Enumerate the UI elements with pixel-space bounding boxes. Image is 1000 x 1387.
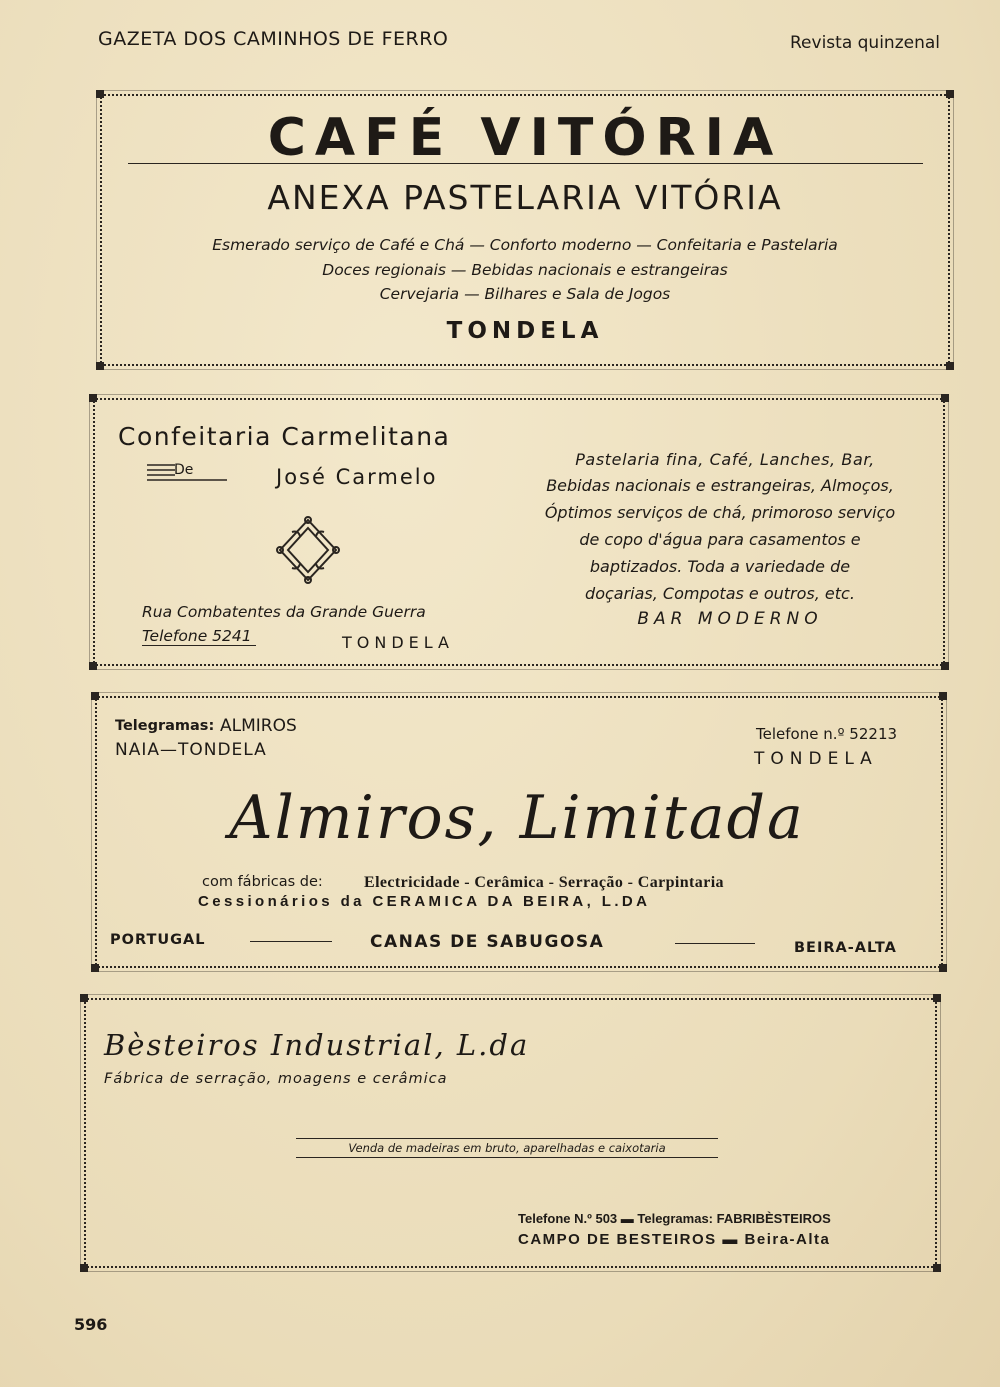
almiros-factories-prefix: com fábricas de: xyxy=(202,874,323,890)
carmelitana-line-5: baptizados. Toda a variedade de xyxy=(589,557,851,576)
almiros-name: Almiros, Limitada xyxy=(229,783,805,853)
cafe-vitoria-line-3: Cervejaria — Bilhares e Sala de Jogos xyxy=(379,285,671,303)
almiros-right: BEIRA-ALTA xyxy=(794,940,897,956)
cafe-vitoria-name: CAFÉ VITÓRIA xyxy=(267,108,783,168)
almiros-telegrams-value: ALMIROS xyxy=(220,716,297,736)
almiros-telegrams-label: Telegramas: xyxy=(115,718,215,734)
carmelitana-city: TONDELA xyxy=(342,633,454,652)
cafe-vitoria-line-1: Esmerado serviço de Café e Chá — Conforto moderno — Confeitaria e Pastelaria xyxy=(212,236,838,254)
carmelitana-line-2: Bebidas nacionais e estrangeiras, Almoços, xyxy=(546,476,894,495)
carmelitana-line-4: de copo d'água para casamentos e xyxy=(579,530,861,549)
besteiros-sales: Venda de madeiras em bruto, aparelhadas e caixotaria xyxy=(296,1138,718,1158)
carmelitana-owner: José Carmelo xyxy=(276,465,438,489)
almiros-concession: Cessionários da CERAMICA DA BEIRA, L.DA xyxy=(198,893,651,910)
almiros-left: PORTUGAL xyxy=(110,932,206,948)
journal-title: GAZETA DOS CAMINHOS DE FERRO xyxy=(98,28,449,50)
page-number: 596 xyxy=(74,1315,108,1334)
cafe-vitoria-city: TONDELA xyxy=(446,318,604,344)
almiros-telegrams-city: NAIA—TONDELA xyxy=(115,740,267,760)
cafe-vitoria-subtitle: ANEXA PASTELARIA VITÓRIA xyxy=(267,178,783,217)
besteiros-contact: Telefone N.º 503 ▬ Telegramas: FABRIBÈSTEIROS xyxy=(518,1211,831,1226)
almiros-center: CANAS DE SABUGOSA xyxy=(370,932,605,952)
besteiros-location: CAMPO DE BESTEIROS ▬ Beira-Alta xyxy=(518,1231,831,1248)
carmelitana-de: De xyxy=(174,462,194,478)
carmelitana-line-3: Óptimos serviços de chá, primoroso serviço xyxy=(544,503,896,522)
carmelitana-phone: Telefone 5241 xyxy=(142,627,256,646)
almiros-factories: Electricidade - Cerâmica - Serração - Carpintaria xyxy=(364,874,724,891)
almiros-city: TONDELA xyxy=(754,749,878,769)
journal-subtitle: Revista quinzenal xyxy=(790,33,940,53)
ornament-icon xyxy=(272,514,344,586)
carmelitana-line-1: Pastelaria fina, Café, Lanches, Bar, xyxy=(575,450,875,469)
besteiros-desc: Fábrica de serração, moagens e cerâmica xyxy=(104,1071,448,1087)
cafe-vitoria-line-2: Doces regionais — Bebidas nacionais e estrangeiras xyxy=(322,261,728,279)
carmelitana-name: Confeitaria Carmelitana xyxy=(118,422,451,451)
carmelitana-address: Rua Combatentes da Grande Guerra xyxy=(142,603,426,621)
carmelitana-tagline: BAR MODERNO xyxy=(637,609,823,629)
almiros-phone: Telefone n.º 52213 xyxy=(756,725,898,743)
carmelitana-line-6: doçarias, Compotas e outros, etc. xyxy=(585,584,855,603)
besteiros-name: Bèsteiros Industrial, L.da xyxy=(104,1028,530,1062)
